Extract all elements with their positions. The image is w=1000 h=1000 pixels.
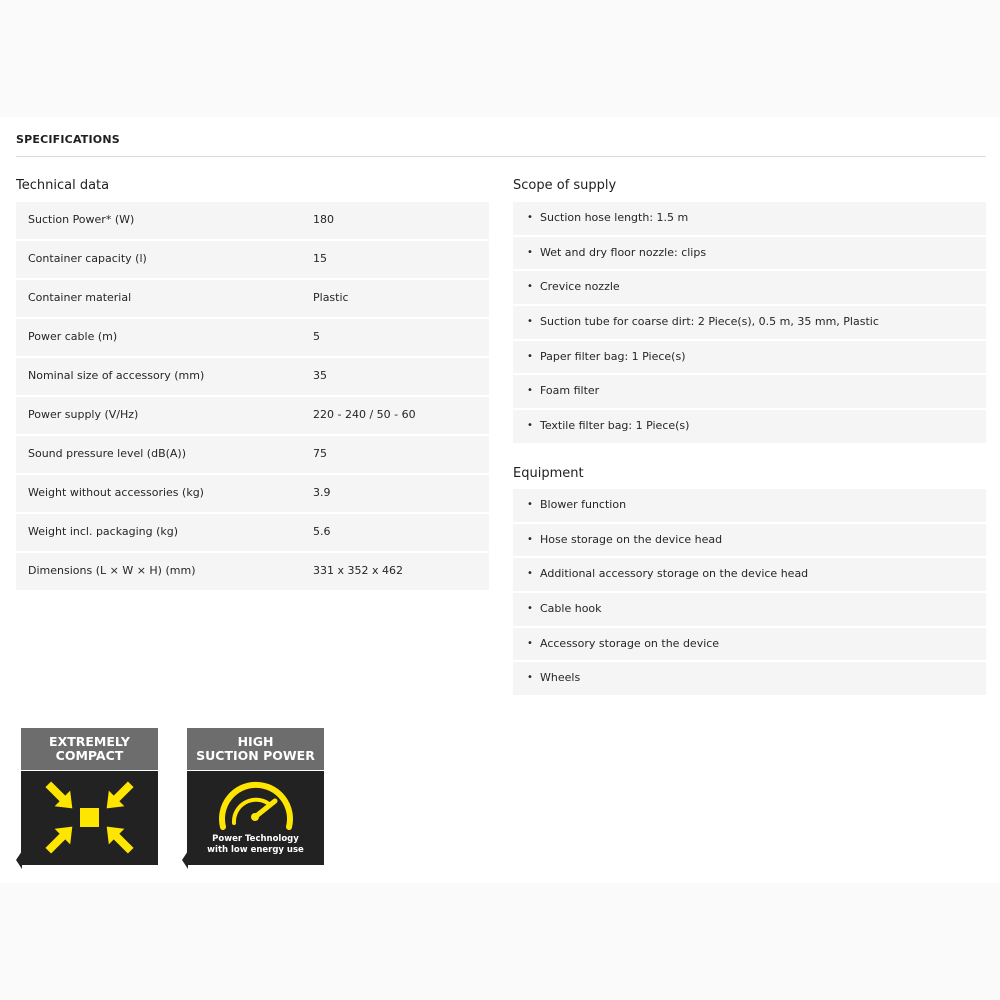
list-item-text: Textile filter bag: 1 Piece(s) xyxy=(540,419,690,433)
table-row xyxy=(16,319,489,356)
row-label: Nominal size of accessory (mm) xyxy=(28,369,205,382)
badge-caption-line: Power Technology xyxy=(212,834,299,844)
row-label: Power supply (V/Hz) xyxy=(28,408,139,421)
top-band xyxy=(0,0,1000,117)
bullet-icon: • xyxy=(527,499,533,510)
list-item xyxy=(513,558,986,591)
bullet-icon: • xyxy=(527,533,533,545)
list-item xyxy=(513,662,986,695)
table-row xyxy=(16,475,489,512)
badge-title-line: HIGH xyxy=(237,734,274,749)
table-row xyxy=(16,358,489,395)
table-row xyxy=(16,202,489,239)
equipment-heading: Equipment xyxy=(513,466,584,481)
bullet-icon: • xyxy=(527,420,533,432)
list-item xyxy=(513,524,986,557)
row-label: Dimensions (L × W × H) (mm) xyxy=(28,564,196,577)
list-item xyxy=(513,410,986,443)
bullet-icon: • xyxy=(527,246,533,258)
bullet-icon: • xyxy=(527,603,533,615)
list-item-text: Suction tube for coarse dirt: 2 Piece(s), 0.5 m, 35 mm, Plastic xyxy=(540,315,879,329)
high-suction-power-badge xyxy=(187,728,324,865)
list-item xyxy=(513,375,986,408)
table-row xyxy=(16,514,489,551)
scope-of-supply-list xyxy=(513,202,986,445)
badge-header xyxy=(187,728,324,770)
bullet-icon: • xyxy=(527,212,533,223)
list-item-text: Crevice nozzle xyxy=(540,280,620,294)
row-value: 180 xyxy=(313,213,334,226)
row-label: Sound pressure level (dB(A)) xyxy=(28,447,187,460)
badge-body xyxy=(21,771,158,865)
section-title: SPECIFICATIONS xyxy=(16,133,120,146)
table-row xyxy=(16,397,489,434)
list-item xyxy=(513,202,986,235)
list-item-text: Suction hose length: 1.5 m xyxy=(540,211,689,224)
row-label: Power cable (m) xyxy=(28,330,118,343)
bullet-icon: • xyxy=(527,350,533,362)
bullet-icon: • xyxy=(527,316,533,328)
row-label: Weight without accessories (kg) xyxy=(28,486,204,499)
row-value: 5 xyxy=(313,330,320,343)
list-item-text: Blower function xyxy=(540,498,627,511)
bullet-icon: • xyxy=(527,672,533,684)
row-value: 220 - 240 / 50 - 60 xyxy=(313,408,416,421)
arrows-inward-icon xyxy=(21,771,158,865)
row-value: 331 x 352 x 462 xyxy=(313,564,403,577)
bullet-icon: • xyxy=(527,385,533,397)
badge-title-line: EXTREMELY xyxy=(49,734,130,749)
table-row xyxy=(16,280,489,317)
bullet-icon: • xyxy=(527,568,533,580)
row-label: Container material xyxy=(28,291,132,304)
list-item xyxy=(513,271,986,304)
row-value: 75 xyxy=(313,447,327,460)
list-item-text: Wet and dry floor nozzle: clips xyxy=(540,245,707,259)
badge-title-line: SUCTION POWER xyxy=(196,748,315,763)
badge-title-line: COMPACT xyxy=(55,748,124,763)
equipment-list xyxy=(513,489,986,697)
row-value: 5.6 xyxy=(313,525,331,538)
badge-caption xyxy=(187,834,324,856)
list-item-text: Additional accessory storage on the device head xyxy=(540,567,809,581)
specifications-panel xyxy=(0,117,1000,883)
row-value: 35 xyxy=(313,369,327,382)
row-label: Weight incl. packaging (kg) xyxy=(28,525,179,538)
badge-caption-line: with low energy use xyxy=(207,845,304,855)
table-row xyxy=(16,436,489,473)
list-item xyxy=(513,341,986,374)
list-item xyxy=(513,489,986,522)
technical-data-heading: Technical data xyxy=(16,178,110,193)
list-item-text: Accessory storage on the device xyxy=(540,636,720,650)
row-value: 3.9 xyxy=(313,486,331,499)
list-item-text: Hose storage on the device head xyxy=(540,532,723,546)
badge-header xyxy=(21,728,158,770)
list-item xyxy=(513,306,986,339)
technical-data-table xyxy=(16,202,489,592)
row-label: Suction Power* (W) xyxy=(28,213,135,226)
bullet-icon: • xyxy=(527,637,533,649)
table-row xyxy=(16,241,489,278)
list-item xyxy=(513,593,986,626)
row-value: 15 xyxy=(313,252,327,265)
list-item-text: Paper filter bag: 1 Piece(s) xyxy=(540,349,686,363)
row-value: Plastic xyxy=(313,291,349,304)
scope-of-supply-heading: Scope of supply xyxy=(513,178,617,193)
table-row xyxy=(16,553,489,590)
list-item-text: Foam filter xyxy=(540,384,600,398)
section-divider xyxy=(16,156,986,157)
list-item-text: Wheels xyxy=(540,671,581,685)
badge-body xyxy=(187,771,324,865)
list-item xyxy=(513,237,986,270)
bullet-icon: • xyxy=(527,281,533,293)
list-item xyxy=(513,628,986,661)
row-label: Container capacity (l) xyxy=(28,252,147,265)
badge-notch xyxy=(16,851,22,869)
bottom-band xyxy=(0,883,1000,1000)
list-item-text: Cable hook xyxy=(540,602,602,616)
extremely-compact-badge xyxy=(21,728,158,865)
